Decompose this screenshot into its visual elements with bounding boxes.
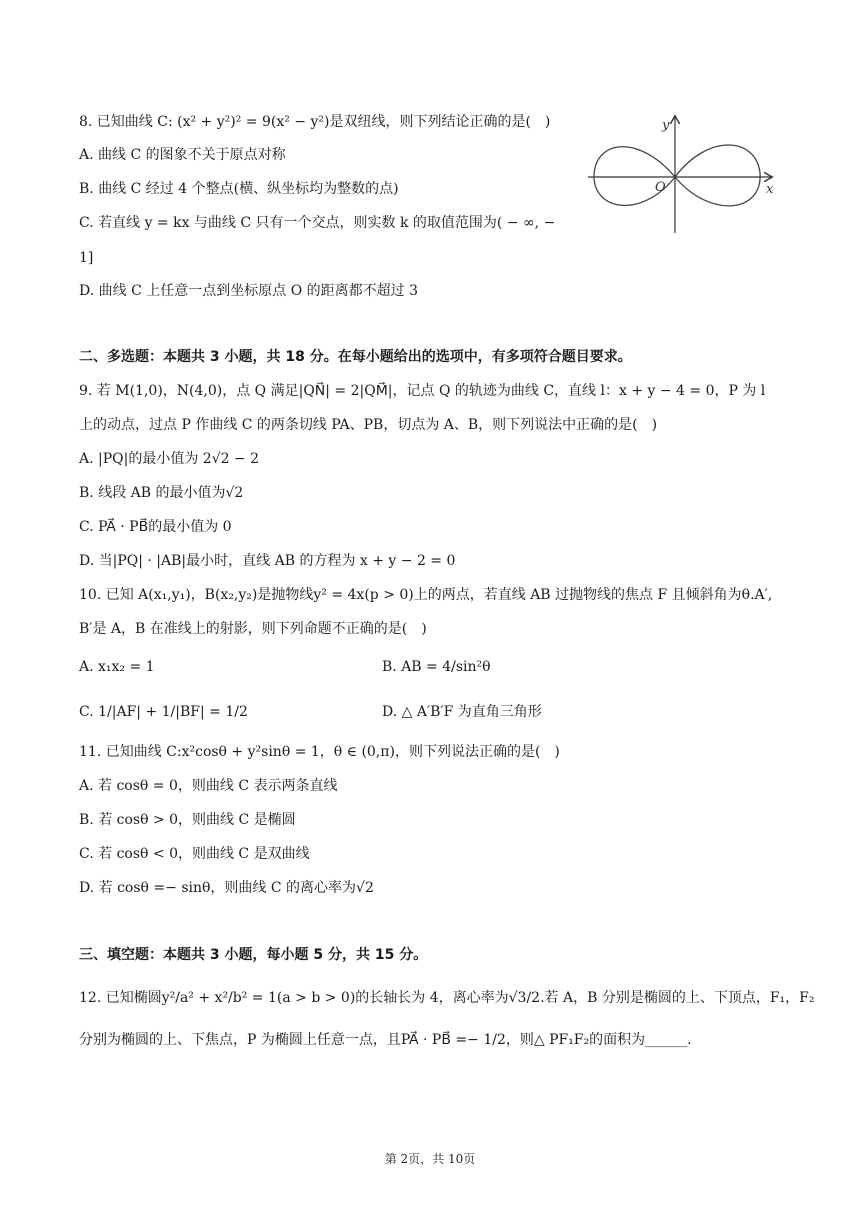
q8-option-d: D. 曲线 C 上任意一点到坐标原点 O 的距离都不超过 3 (79, 283, 418, 299)
q9-option-b: B. 线段 AB 的最小值为√2 (79, 485, 244, 501)
section-3-heading: 三、填空题：本题共 3 小题，每小题 5 分，共 15 分。 (79, 947, 428, 963)
q11-option-a: A. 若 cosθ = 0，则曲线 C 表示两条直线 (79, 778, 338, 794)
lemniscate-figure (588, 113, 784, 239)
q11-option-b: B. 若 cosθ > 0，则曲线 C 是椭圆 (79, 812, 296, 828)
q10-stem-line2: B′是 A，B 在准线上的射影，则下列命题不正确的是( ) (79, 621, 427, 637)
q8-option-a: A. 曲线 C 的图象不关于原点对称 (79, 147, 286, 163)
q10-option-a: A. x₁x₂ = 1 (79, 659, 155, 675)
q11-option-d: D. 若 cosθ =− sinθ，则曲线 C 的离心率为√2 (79, 880, 374, 896)
y-axis-label: y (662, 118, 670, 133)
q12-line1: 12. 已知椭圆y²/a² + x²/b² = 1(a > b > 0)的长轴长为 4，离心率为√3/2.若 A，B 分别是椭圆的上、下顶点，F₁，F₂ (79, 990, 815, 1006)
page-footer: 第 2页，共 10页 (384, 1152, 476, 1166)
q9-option-a: A. |PQ|的最小值为 2√2 − 2 (79, 451, 260, 467)
q10-option-b: B. AB = 4/sin²θ (382, 659, 491, 675)
section-2-heading: 二、多选题：本题共 3 小题，共 18 分。在每小题给出的选项中，有多项符合题目要求。 (79, 349, 632, 365)
q8-option-c-continued: 1] (79, 250, 94, 266)
q10-stem-line1: 10. 已知 A(x₁,y₁)，B(x₂,y₂)是抛物线y² = 4x(p > 0)上的两点，若直线 AB 过抛物线的焦点 F 且倾斜角为θ.A′, (79, 587, 773, 603)
q11-option-c: C. 若 cosθ < 0，则曲线 C 是双曲线 (79, 846, 310, 862)
q9-stem-line1: 9. 若 M(1,0)，N(4,0)，点 Q 满足|QN⃗| = 2|QM⃗|，记点 Q 的轨迹为曲线 C，直线 l：x + y − 4 = 0，P 为 l (79, 383, 766, 399)
q9-option-c: C. PA⃗ · PB⃗的最小值为 0 (79, 519, 232, 535)
q10-option-d: D. △ A′B′F 为直角三角形 (382, 704, 542, 720)
q9-option-d: D. 当|PQ| · |AB|最小时，直线 AB 的方程为 x + y − 2 = 0 (79, 553, 456, 569)
q10-option-c: C. 1/|AF| + 1/|BF| = 1/2 (79, 704, 248, 720)
origin-label: O (655, 180, 666, 195)
q11-stem: 11. 已知曲线 C:x²cosθ + y²sinθ = 1，θ ∈ (0,π)，则下列说法正确的是( ) (79, 744, 560, 760)
lemniscate-curve (594, 145, 760, 206)
q8-option-b: B. 曲线 C 经过 4 个整点(横、纵坐标均为整数的点) (79, 181, 399, 197)
q8-stem: 8. 已知曲线 C: (x² + y²)² = 9(x² − y²)是双纽线，则下列结论正确的是( ) (79, 114, 551, 130)
q9-stem-line2: 上的动点，过点 P 作曲线 C 的两条切线 PA、PB，切点为 A、B，则下列说法中正确的是( ) (79, 417, 658, 433)
x-axis-label: x (766, 182, 774, 197)
q12-line2: 分别为椭圆的上、下焦点，P 为椭圆上任意一点，且PA⃗ · PB⃗ =− 1/2，则△ PF₁F₂的面积为______. (79, 1032, 692, 1048)
q8-option-c: C. 若直线 y = kx 与曲线 C 只有一个交点，则实数 k 的取值范围为( − ∞, − (79, 215, 556, 231)
